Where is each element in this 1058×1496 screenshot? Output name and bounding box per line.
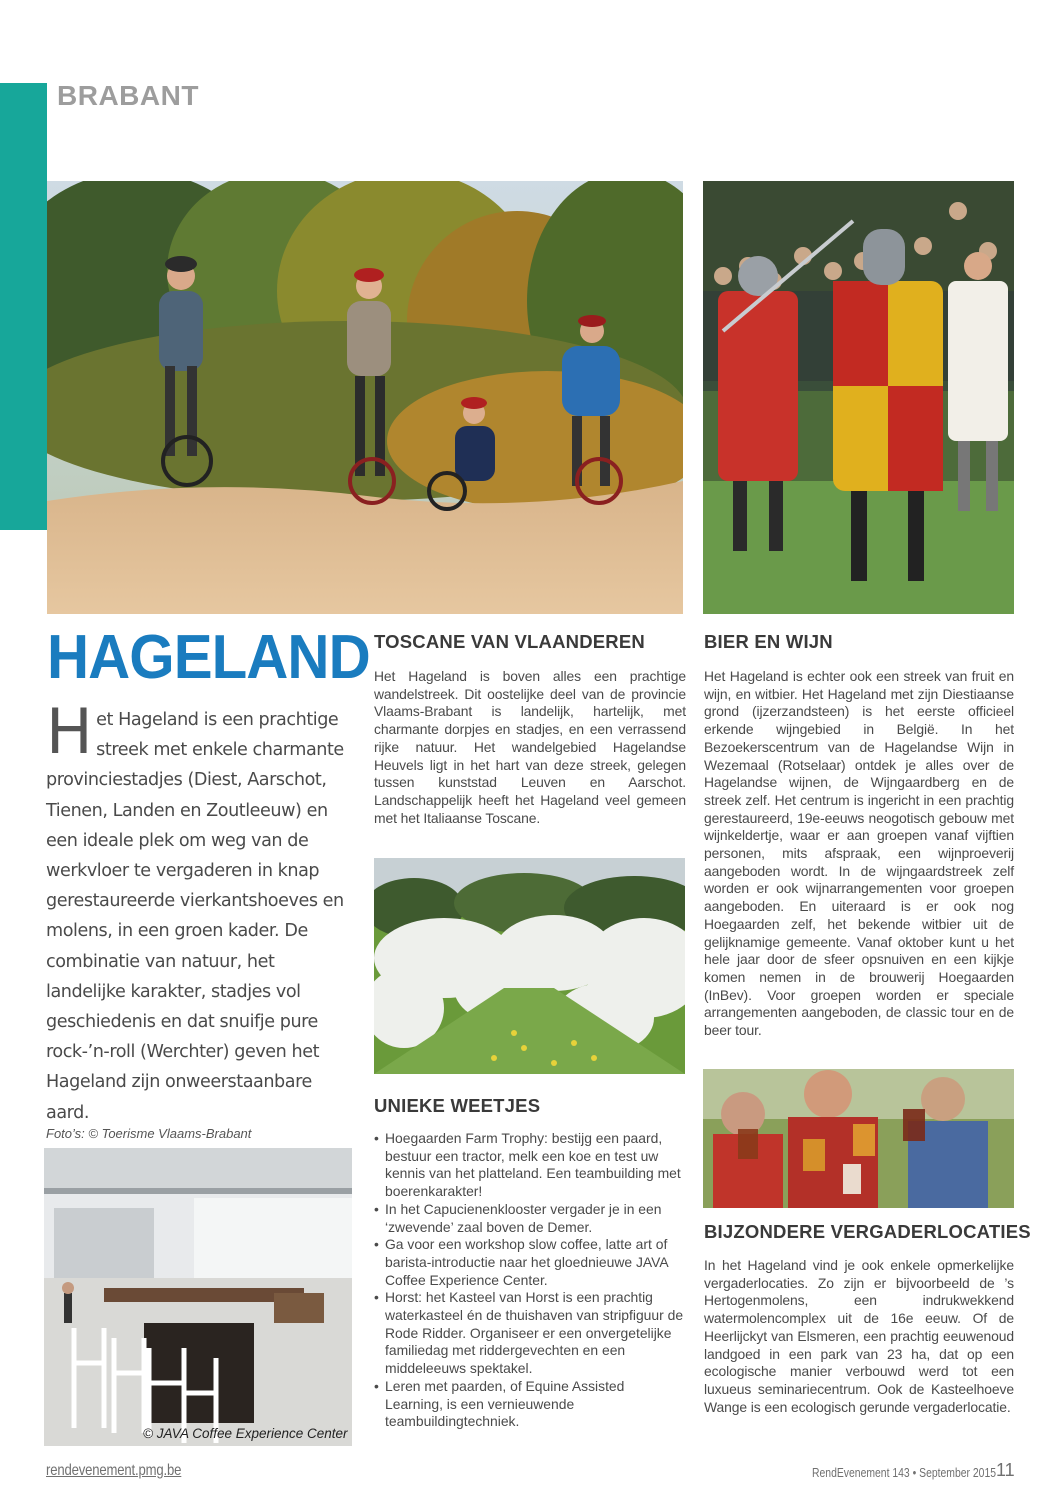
- weetjes-list: [374, 1130, 686, 1431]
- dropcap: H: [46, 695, 93, 768]
- article-intro: [46, 695, 356, 1128]
- accent-bar: [0, 83, 47, 530]
- bier-text: Het Hageland is echter ook een streek van fruit en wijn, en witbier. Het Hageland met zijn Diestiaanse grond (ijzerzandsteen) is het eerste officieel erkende wijngebied in België. In het Bezoekerscentrum van de Hagelandse Wijn in Wezemaal (Rotselaar) ontdek je alles over de Hagelandse wijnen, de Wijngaardberg en de streek zelf. Het centrum is ingericht in een prachtig gerestaureerd, 19e-eeuws neogotisch gebouw met wijnkeldertje, waar er aan groepen vanaf vijftien personen, mits afspraak, een wijnproeverij aangeboden wordt. In de wijngaardstreek zelf worden er ook wijnarrangementen voor groepen aangeboden. En uiteraard is er ook nog Hoegaarden zelf, het bekende witbier uit de gelijknamige gemeente. Vanaf oktober kunt u het hele jaar door de sfeer opsnuiven en een kijkje komen nemen in de brouwerij Hoegaarden (InBev). Voor groepen worden er speciale arrangementen aangeboden, de classic tour en de beer tour.: [704, 668, 1014, 1039]
- page-number: 11: [996, 1460, 1015, 1480]
- photo-knights: [703, 181, 1014, 614]
- vergader-text: In het Hageland vind je ook enkele opmerkelijke vergaderlocaties. Zo zijn er bijvoorbeeld de ’s Hertogenmolens, een indrukwekkend watermolencomplex uit de 16e eeuw. Of de Heerlijckyt van Elsmeren, een prachtig eeuwenoud landgoed in een park van 23 ha, dat op een ecologische manier verbouwd werd tot een luxueus seminariecentrum. Ook de Kasteelhoeve Wange is een ecologisch gerunde vergaderlocatie.: [704, 1257, 1014, 1415]
- cafe-photo-caption: © JAVA Coffee Experience Center: [143, 1426, 348, 1441]
- photo-toast: [703, 1069, 1014, 1208]
- section-label: BRABANT: [57, 80, 199, 111]
- bier-heading: BIER EN WIJN: [704, 631, 833, 652]
- toscane-text: Het Hageland is boven alles een prachtige wandelstreek. Dit oostelijke deel van de provincie Vlaams-Brabant is landelijk, hartelijk, met charmante dorpjes en stadjes, en een verrassend rijke natuur. Het wandelgebied Hagelandse Heuvels ligt in het hart van deze streek, gelegen tussen kunststad Leuven en Aarschot. Landschappelijk heeft het Hageland veel gemeen met het Italiaanse Toscane.: [374, 668, 686, 826]
- vergader-heading: BIJZONDERE VERGADERLOCATIES: [704, 1221, 1031, 1242]
- list-item: • Leren met paarden, of Equine Assisted Learning, is een vernieuwende teambuildingtechniek.: [374, 1378, 686, 1431]
- photo-orchard: [374, 858, 685, 1074]
- toscane-heading: TOSCANE VAN VLAANDEREN: [374, 631, 645, 652]
- weetjes-heading: UNIEKE WEETJES: [374, 1095, 541, 1116]
- list-item: • Horst: het Kasteel van Horst is een prachtig waterkasteel én de thuishaven van stripfiguur de Rode Ridder. Organiseer er een onvergetelijke familiedag met riddergevechten en een middeleeuws spektakel.: [374, 1289, 686, 1378]
- photo-cyclists: [47, 181, 683, 614]
- intro-text: et Hageland is een prachtige streek met enkele charmante provinciestadjes (Diest, Aarschot, Tienen, Landen en Zoutleeuw) en een ideale plek om weg van de werkvloer te vergaderen in knap gerestaureerde vierkantshoeves en molens, in een groen kader. De combinatie van natuur, het landelijke karakter, stadjes vol geschiedenis en dat snuifje pure rock-’n-roll (Werchter) geven het Hageland zijn onweerstaanbare aard.: [46, 710, 344, 1123]
- footer-magazine: RendEvenement 143 • September 2015: [812, 1465, 997, 1480]
- article-title: HAGELAND: [47, 623, 370, 692]
- list-item: • Ga voor een workshop slow coffee, latte art of barista-introductie naar het gloednieuwe JAVA Coffee Experience Center.: [374, 1236, 686, 1289]
- photo-cafe: [44, 1148, 352, 1446]
- photo-credit: Foto’s: © Toerisme Vlaams-Brabant: [46, 1126, 252, 1141]
- list-item: • Hoegaarden Farm Trophy: bestijg een paard, bestuur een tractor, melk een koe en test uw kennis van het platteland. Een teambuilding met boerenkarakter!: [374, 1130, 686, 1201]
- footer-url[interactable]: rendevenement.pmg.be: [46, 1462, 182, 1479]
- list-item: • In het Capucienenklooster vergader je in een ‘zwevende’ zaal boven de Demer.: [374, 1201, 686, 1236]
